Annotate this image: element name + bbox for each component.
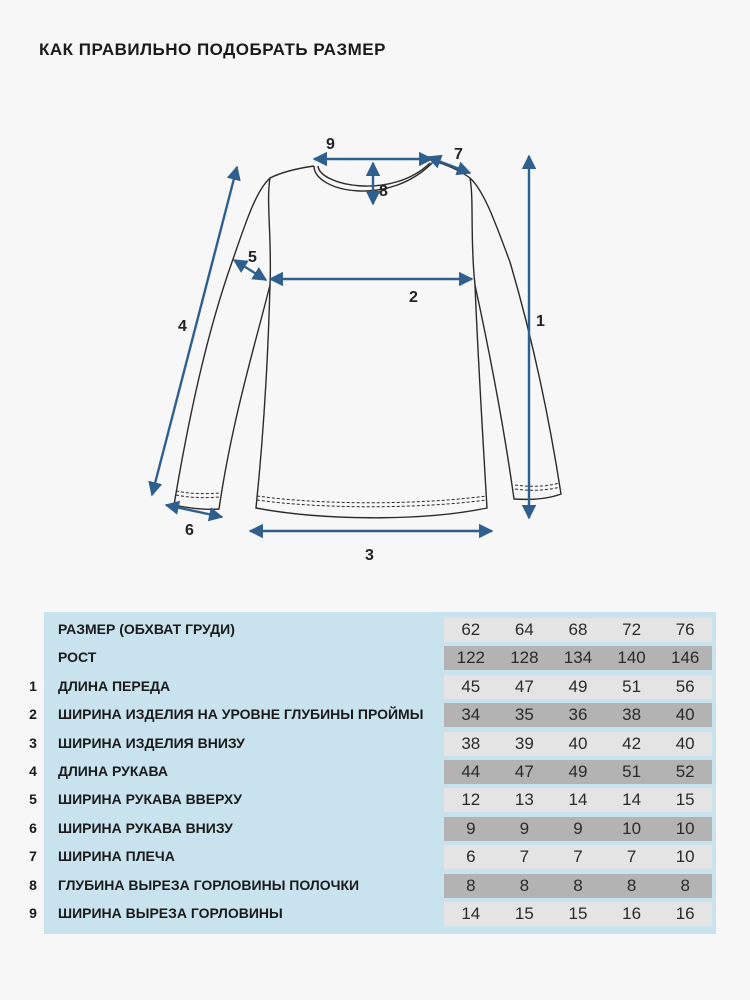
table-cell: 40 — [568, 733, 588, 753]
table-cell: 14 — [568, 790, 588, 810]
measure-4-arrow — [152, 167, 237, 495]
table-cell: 47 — [514, 676, 534, 696]
measure-7-arrow — [428, 157, 470, 173]
row-label: РОСТ — [58, 649, 97, 666]
table-row — [29, 757, 716, 785]
table-cell: 8 — [519, 875, 530, 895]
row-number: 4 — [29, 763, 37, 779]
table-cell: 8 — [626, 875, 637, 895]
row-label: РАЗМЕР (ОБХВАТ ГРУДИ) — [58, 621, 235, 637]
table-cell: 9 — [519, 818, 530, 838]
table-cell: 36 — [568, 705, 588, 725]
table-cell: 12 — [461, 790, 481, 810]
table-row — [29, 672, 716, 700]
table-cell: 7 — [519, 847, 530, 867]
table-cell: 9 — [573, 818, 583, 838]
table-cell: 128 — [510, 648, 539, 668]
table-row — [29, 729, 716, 757]
table-cell: 52 — [675, 762, 695, 781]
table-row — [29, 785, 716, 813]
table-cell: 16 — [622, 904, 642, 923]
table-cell: 72 — [622, 620, 642, 639]
table-cell: 122 — [456, 648, 485, 668]
row-label: ДЛИНА РУКАВА — [58, 763, 169, 779]
table-cell: 38 — [461, 733, 481, 753]
row-values — [444, 845, 712, 869]
measure-label-5: 5 — [248, 249, 257, 266]
row-label: ШИРИНА РУКАВА ВВЕРХУ — [58, 791, 242, 808]
table-cell: 8 — [573, 875, 583, 895]
hem-stitching — [176, 483, 560, 507]
table-cell: 47 — [514, 762, 534, 781]
row-values — [444, 675, 712, 699]
row-values — [444, 817, 712, 841]
table-cell: 10 — [675, 847, 695, 867]
table-cell: 15 — [568, 904, 588, 923]
table-cell: 9 — [466, 818, 476, 838]
table-cell: 39 — [514, 733, 534, 753]
row-values — [444, 618, 712, 642]
measure-label-8: 8 — [379, 183, 388, 200]
table-row — [29, 899, 716, 927]
row-values — [444, 788, 712, 812]
row-label: ШИРИНА ИЗДЕЛИЯ ВНИЗУ — [58, 734, 245, 751]
table-row — [44, 615, 716, 643]
row-label: ШИРИНА ПЛЕЧА — [58, 848, 175, 865]
table-cell: 64 — [514, 620, 534, 639]
row-values — [444, 760, 712, 784]
table-cell: 7 — [626, 847, 637, 867]
row-number: 1 — [29, 677, 37, 694]
row-label: ДЛИНА ПЕРЕДА — [58, 677, 171, 694]
table-cell: 14 — [461, 904, 481, 923]
table-cell: 40 — [675, 733, 695, 753]
row-number: 9 — [29, 905, 37, 921]
row-label: ШИРИНА ВЫРЕЗА ГОРЛОВИНЫ — [58, 905, 283, 921]
table-cell: 8 — [466, 875, 476, 895]
table-cell: 35 — [514, 705, 534, 725]
table-row — [29, 700, 716, 728]
measure-label-1: 1 — [536, 313, 545, 330]
table-cell: 56 — [675, 676, 695, 696]
measure-label-9: 9 — [326, 136, 335, 153]
table-cell: 40 — [675, 705, 695, 725]
table-cell: 14 — [622, 790, 642, 810]
table-cell: 76 — [675, 620, 695, 639]
row-number: 7 — [29, 848, 37, 865]
measure-label-6: 6 — [185, 522, 194, 539]
measure-label-3: 3 — [365, 547, 374, 564]
shirt-outline — [174, 161, 561, 518]
table-cell: 42 — [622, 733, 642, 753]
table-cell: 15 — [514, 904, 534, 923]
table-cell: 49 — [568, 762, 588, 781]
table-cell: 51 — [622, 762, 642, 781]
table-cell: 6 — [466, 847, 476, 867]
table-row — [29, 871, 716, 899]
table-cell: 10 — [622, 818, 642, 838]
measure-6-arrow — [166, 505, 222, 517]
row-values — [444, 732, 712, 756]
row-number: 8 — [29, 876, 37, 893]
table-cell: 51 — [622, 676, 642, 696]
table-cell: 68 — [568, 620, 588, 639]
measure-label-7: 7 — [454, 146, 463, 163]
table-cell: 45 — [461, 676, 481, 696]
row-number: 2 — [29, 706, 37, 723]
row-values — [444, 646, 712, 670]
measure-label-2: 2 — [409, 289, 418, 306]
row-label: ГЛУБИНА ВЫРЕЗА ГОРЛОВИНЫ ПОЛОЧКИ — [58, 876, 360, 893]
table-cell: 44 — [461, 762, 481, 781]
table-cell: 15 — [675, 790, 695, 810]
row-number: 5 — [29, 791, 37, 808]
table-row — [29, 814, 716, 842]
table-cell: 16 — [675, 904, 695, 923]
row-values — [444, 874, 712, 898]
row-number: 3 — [29, 734, 37, 751]
page-title: КАК ПРАВИЛЬНО ПОДОБРАТЬ РАЗМЕР — [39, 40, 386, 59]
table-cell: 140 — [617, 648, 646, 668]
table-cell: 34 — [461, 705, 481, 725]
measure-label-4: 4 — [178, 318, 187, 335]
row-values — [444, 703, 712, 727]
table-cell: 7 — [573, 847, 583, 867]
table-cell: 10 — [675, 818, 695, 838]
table-cell: 62 — [461, 620, 481, 639]
row-label: ШИРИНА РУКАВА ВНИЗУ — [58, 819, 233, 836]
table-row — [44, 643, 716, 671]
table-cell: 134 — [563, 648, 593, 668]
table-cell: 49 — [568, 676, 588, 696]
table-cell: 13 — [514, 790, 534, 810]
table-row — [29, 842, 716, 870]
table-cell: 8 — [680, 875, 690, 895]
size-table — [29, 612, 716, 934]
row-number: 6 — [29, 819, 37, 836]
row-values — [444, 902, 712, 926]
row-label: ШИРИНА ИЗДЕЛИЯ НА УРОВНЕ ГЛУБИНЫ ПРОЙМЫ — [58, 706, 424, 723]
table-cell: 146 — [670, 648, 700, 668]
table-cell: 38 — [622, 705, 642, 725]
